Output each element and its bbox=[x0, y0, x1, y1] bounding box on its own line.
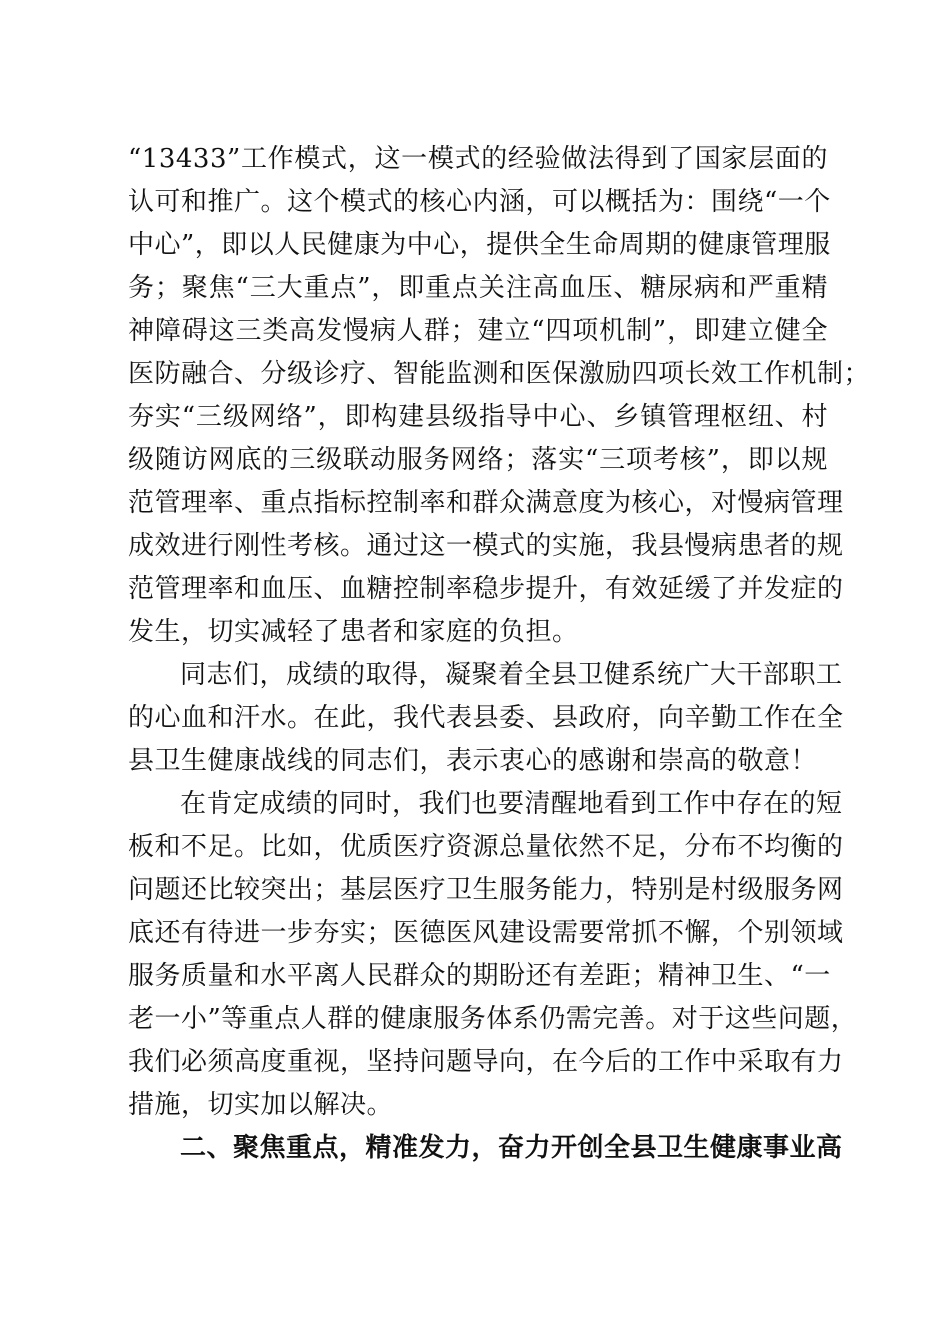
paragraph bbox=[128, 138, 871, 654]
text-line: “13433”工作模式，这一模式的经验做法得到了国家层面的 bbox=[128, 144, 828, 174]
text-line: 问题还比较突出；基层医疗卫生服务能力，特别是村级服务网 bbox=[128, 875, 844, 905]
text-line: 底还有待进一步夯实；医德医风建设需要常抓不懈，个别领域 bbox=[128, 918, 844, 948]
text-line: 级随访网底的三级联动服务网络；落实“三项考核”，即以规 bbox=[128, 445, 828, 475]
paragraph bbox=[128, 783, 858, 1127]
text-line: 医防融合、分级诊疗、智能监测和医保激励四项长效工作机制； bbox=[128, 359, 871, 389]
heading-line: 二、聚焦重点，精准发力，奋力开创全县卫生健康事业高 bbox=[180, 1133, 843, 1163]
text-line: 在肯定成绩的同时，我们也要清醒地看到工作中存在的短 bbox=[180, 789, 843, 819]
text-line: 老一小”等重点人群的健康服务体系仍需完善。对于这些问题， bbox=[128, 1004, 858, 1034]
section-heading bbox=[128, 1127, 843, 1170]
text-line: 神障碍这三类高发慢病人群；建立“四项机制”，即建立健全 bbox=[128, 316, 828, 346]
text-line: 措施，切实加以解决。 bbox=[128, 1090, 394, 1120]
document-body bbox=[128, 138, 871, 1170]
text-line: 我们必须高度重视，坚持问题导向，在今后的工作中采取有力 bbox=[128, 1047, 844, 1077]
text-line: 的心血和汗水。在此，我代表县委、县政府，向辛勤工作在全 bbox=[128, 703, 844, 733]
text-line: 成效进行刚性考核。通过这一模式的实施，我县慢病患者的规 bbox=[128, 531, 844, 561]
paragraph bbox=[128, 654, 844, 783]
text-line: 板和不足。比如，优质医疗资源总量依然不足，分布不均衡的 bbox=[128, 832, 844, 862]
text-line: 认可和推广。这个模式的核心内涵，可以概括为：围绕“一个 bbox=[128, 187, 831, 217]
text-line: 县卫生健康战线的同志们，表示衷心的感谢和崇高的敬意！ bbox=[128, 746, 818, 776]
text-line: 夯实“三级网络”，即构建县级指导中心、乡镇管理枢纽、村 bbox=[128, 402, 828, 432]
text-line: 服务质量和水平离人民群众的期盼还有差距；精神卫生、“一 bbox=[128, 961, 831, 991]
text-line: 范管理率和血压、血糖控制率稳步提升，有效延缓了并发症的 bbox=[128, 574, 844, 604]
text-line: 中心”，即以人民健康为中心，提供全生命周期的健康管理服 bbox=[128, 230, 831, 260]
text-line: 范管理率、重点指标控制率和群众满意度为核心，对慢病管理 bbox=[128, 488, 844, 518]
text-line: 发生，切实减轻了患者和家庭的负担。 bbox=[128, 617, 579, 647]
text-line: 同志们，成绩的取得，凝聚着全县卫健系统广大干部职工 bbox=[180, 660, 843, 690]
text-line: 务；聚焦“三大重点”，即重点关注高血压、糖尿病和严重精 bbox=[128, 273, 828, 303]
